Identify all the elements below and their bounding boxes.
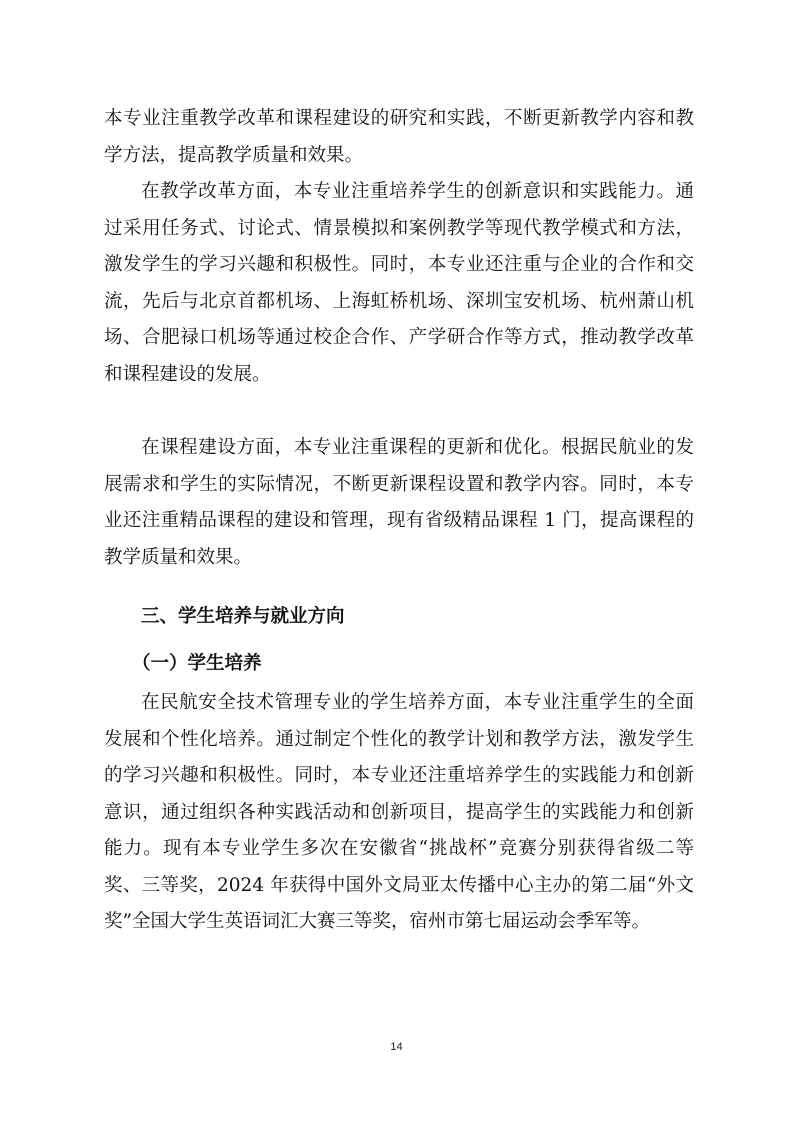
paragraph-student-cultivation: 在民航安全技术管理专业的学生培养方面，本专业注重学生的全面发展和个性化培养。通过制定个性化的教学计划和教学方法，激发学生的学习兴趣和积极性。同时，本专业还注重培养学生的实践能力和创新意识，通过组织各种实践活动和创新项目，提高学生的实践能力和创新能力。现有本专业学生多次在安徽省“挑战杯”竞赛分别获得省级二等奖、三等奖，2024 年获得中国外文局亚太传播中心主办的第二届“外文奖”全国大学生英语词汇大赛三等奖，宿州市第七届运动会季军等。 — [104, 692, 694, 932]
section-heading: 三、学生培养与就业方向 — [141, 606, 345, 627]
subsection-heading: （一）学生培养 — [132, 653, 262, 674]
paragraph-course-construction: 在课程建设方面，本专业注重课程的更新和优化。根据民航业的发展需求和学生的实际情况，不断更新课程设置和教学内容。同时，本专业还注重精品课程的建设和管理，现有省级精品课程 1 门，提高课程的教学质量和效果。 — [104, 437, 694, 568]
paragraph-teaching-reform: 在教学改革方面，本专业注重培养学生的创新意识和实践能力。通过采用任务式、讨论式、情景模拟和案例教学等现代教学模式和方法，激发学生的学习兴趣和积极性。同时，本专业还注重与企业的合作和交流，先后与北京首都机场、上海虹桥机场、深圳宝安机场、杭州萧山机场、合肥禄口机场等通过校企合作、产学研合作等方式，推动教学改革和课程建设的发展。 — [104, 181, 694, 385]
page-number: 14 — [390, 1041, 403, 1053]
paragraph-teaching-reform-intro: 本专业注重教学改革和课程建设的研究和实践，不断更新教学内容和教学方法，提高教学质量和效果。 — [104, 108, 694, 166]
